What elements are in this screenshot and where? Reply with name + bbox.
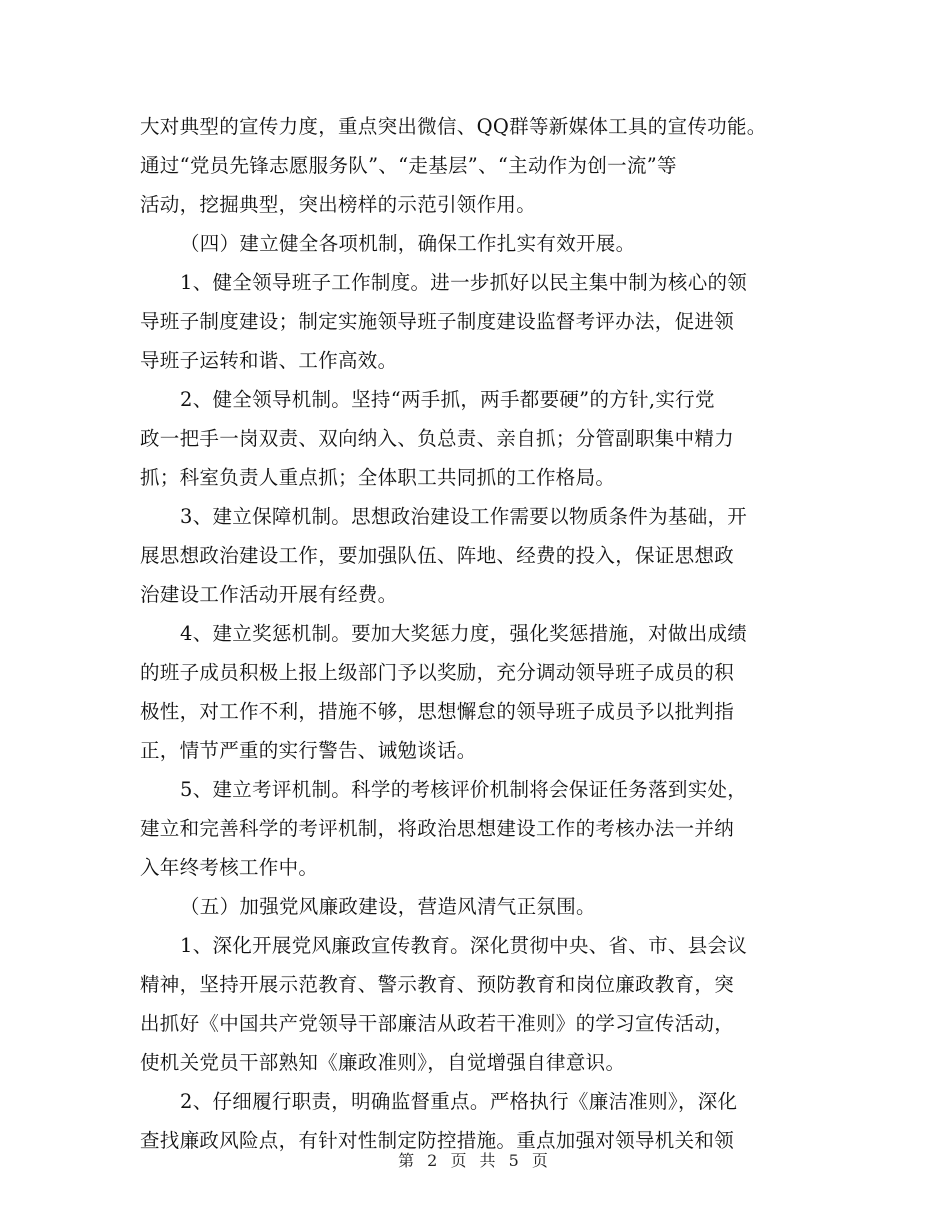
text-line: 活动，挖掘典型，突出榜样的示范引领作用。 <box>140 193 537 216</box>
text-line: 查找廉政风险点，有针对性制定防控措施。重点加强对领导机关和领 <box>140 1129 735 1152</box>
text-line: 导班子制度建设；制定实施领导班子制度建设监督考评办法，促进领 <box>140 310 735 333</box>
text-line: 政一把手一岗双责、双向纳入、负总责、亲自抓；分管副职集中精力 <box>140 427 735 450</box>
text-line: 4、建立奖惩机制。要加大奖惩力度，强化奖惩措施，对做出成绩 <box>180 622 748 645</box>
page-number-footer: 第 2 页 共 5 页 <box>398 1151 552 1170</box>
text-line: 3、建立保障机制。思想政治建设工作需要以物质条件为基础，开 <box>180 505 748 528</box>
text-line: 1、深化开展党风廉政宣传教育。深化贯彻中央、省、市、县会议 <box>180 934 748 957</box>
document-body <box>140 107 810 1160</box>
text-line: 5、建立考评机制。科学的考核评价机制将会保证任务落到实处， <box>180 778 748 801</box>
text-line: 极性，对工作不利，措施不够，思想懈怠的领导班子成员予以批判指 <box>140 700 735 723</box>
text-line: 1、健全领导班子工作制度。进一步抓好以民主集中制为核心的领 <box>180 271 748 294</box>
text-line: 2、仔细履行职责，明确监督重点。严格执行《廉洁准则》，深化 <box>180 1090 738 1113</box>
text-line: 抓；科室负责人重点抓；全体职工共同抓的工作格局。 <box>140 466 616 489</box>
text-line: 大对典型的宣传力度，重点突出微信、QQ群等新媒体工具的宣传功能。 <box>140 115 767 138</box>
text-line: 通过“党员先锋志愿服务队”、“走基层”、“主动作为创一流”等 <box>140 154 677 177</box>
text-line: 展思想政治建设工作，要加强队伍、阵地、经费的投入，保证思想政 <box>140 544 735 567</box>
text-line: 2、健全领导机制。坚持“两手抓，两手都要硬”的方针,实行党 <box>180 388 715 411</box>
text-line: 的班子成员积极上报上级部门予以奖励，充分调动领导班子成员的积 <box>140 661 735 684</box>
text-line: 建立和完善科学的考评机制，将政治思想建设工作的考核办法一并纳 <box>140 817 735 840</box>
text-line: 使机关党员干部熟知《廉政准则》，自觉增强自律意识。 <box>140 1051 626 1074</box>
text-line: 出抓好《中国共产党领导干部廉洁从政若干准则》的学习宣传活动， <box>140 1012 735 1035</box>
text-line: 导班子运转和谐、工作高效。 <box>140 349 398 372</box>
text-line: 入年终考核工作中。 <box>140 856 319 879</box>
text-line: 正，情节严重的实行警告、诫勉谈话。 <box>140 739 477 762</box>
text-line: （四）建立健全各项机制，确保工作扎实有效开展。 <box>180 232 636 255</box>
text-line: 精神，坚持开展示范教育、警示教育、预防教育和岗位廉政教育，突 <box>140 973 735 996</box>
text-line: （五）加强党风廉政建设，营造风清气正氛围。 <box>180 895 596 918</box>
text-line: 治建设工作活动开展有经费。 <box>140 583 398 606</box>
